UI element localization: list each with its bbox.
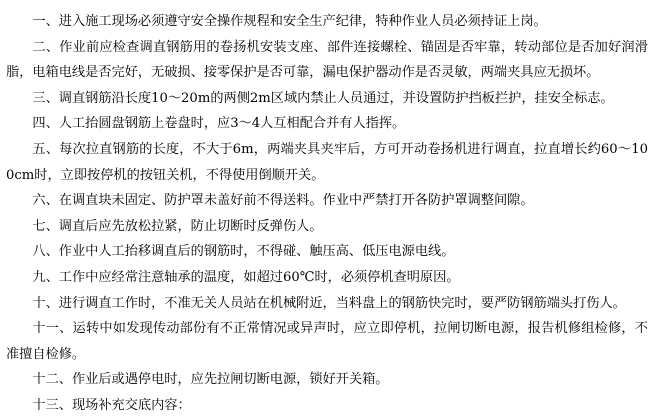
paragraph-8: 八、作业中人工抬移调直后的钢筋时，不得碰、触压高、低压电源电线。 <box>32 244 455 260</box>
paragraph-2: 二、作业前应检查调直钢筋用的卷扬机安装支座、部件连接螺栓、锚固是否牢靠，转动部位是否加好润滑脂，电箱电线是否完好，无破损、接零保护是否可靠，漏电保护器动作是否灵敏，两端夹具应无损坏。 <box>6 39 648 81</box>
paragraph-6: 六、在调直块未固定、防护罩未盖好前不得送料。作业中严禁打开各防护罩调整间隙。 <box>32 193 534 209</box>
paragraph-13: 十三、现场补充交底内容： <box>32 397 191 413</box>
paragraph-9: 九、工作中应经常注意轴承的温度，如超过60℃时，必须停机查明原因。 <box>32 269 460 285</box>
paragraph-11: 十一、运转中如发现传动部份有不正常情况或异声时，应立即停机，拉闸切断电源，报告机修组检修，不准擅自检修。 <box>6 321 648 362</box>
paragraph-4: 四、人工抬圆盘钢筋上卷盘时，应3～4人互相配合并有人指挥。 <box>32 116 406 132</box>
paragraph-12: 十二、作业后或遇停电时，应先拉闸切断电源，锁好开关箱。 <box>32 372 389 388</box>
paragraph-3: 三、调直钢筋沿长度10～20m的两侧2m区域内禁止人员通过，并设置防护挡板拦护，挂安全标志。 <box>32 90 614 106</box>
paragraph-5: 五、每次拉直钢筋的长度，不大于6m，两端夹具夹牢后，方可开动卷扬机进行调直，拉直增长约60～100cm时，立即按停机的按钮关机，不得使用倒顺开关。 <box>6 141 648 183</box>
paragraph-1: 一、进入施工现场必须遵守安全操作规程和安全生产纪律，特种作业人员必须持证上岗。 <box>32 14 547 29</box>
paragraph-10: 十、进行调直工作时，不准无关人员站在机械附近，当料盘上的钢筋快完时，要严防钢筋端头打伤人。 <box>32 295 626 311</box>
paragraph-7: 七、调直后应先放松拉紧，防止切断时反弹伤人。 <box>32 218 323 234</box>
